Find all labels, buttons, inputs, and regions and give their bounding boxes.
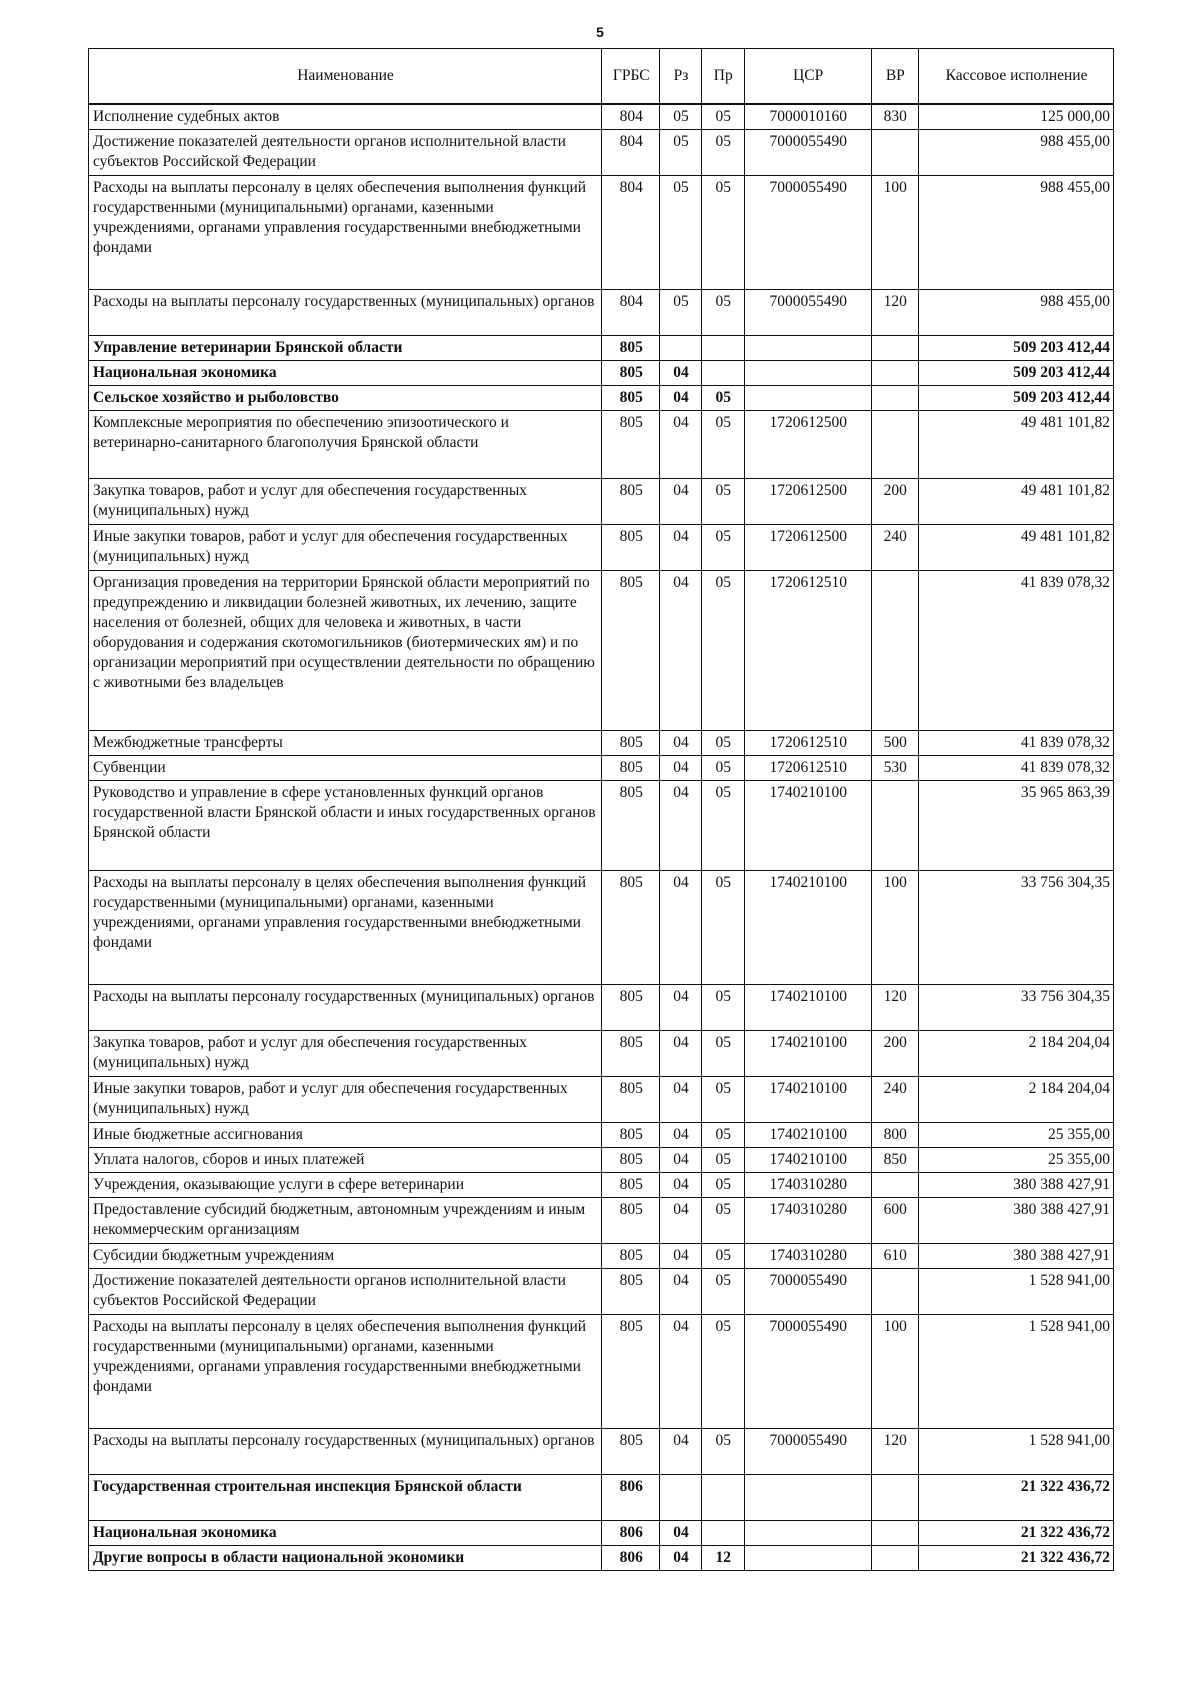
table-row	[89, 176, 1114, 290]
cell-csr: 1740210100	[744, 1031, 871, 1077]
table-row	[89, 1269, 1114, 1315]
cell-pr: 05	[701, 1123, 744, 1148]
table-row	[89, 130, 1114, 176]
cell-csr: 1720612500	[744, 525, 871, 571]
cell-pr: 05	[701, 1031, 744, 1077]
cell-rz: 04	[660, 479, 701, 525]
cell-grbs: 805	[602, 1077, 660, 1123]
cell-vr: 240	[871, 525, 919, 571]
cell-pr: 05	[701, 1429, 744, 1475]
table-body	[89, 104, 1114, 1571]
cell-vr: 610	[871, 1244, 919, 1269]
cell-amount: 41 839 078,32	[919, 756, 1114, 781]
cell-pr: 05	[701, 479, 744, 525]
cell-csr: 1740310280	[744, 1173, 871, 1198]
cell-vr: 800	[871, 1123, 919, 1148]
cell-amount: 509 203 412,44	[919, 386, 1114, 411]
cell-csr: 7000055490	[744, 176, 871, 290]
cell-rz: 04	[660, 571, 701, 731]
table-row	[89, 1244, 1114, 1269]
cell-rz: 04	[660, 1546, 701, 1571]
cell-pr: 05	[701, 756, 744, 781]
cell-grbs: 806	[602, 1521, 660, 1546]
cell-amount: 21 322 436,72	[919, 1475, 1114, 1521]
cell-rz: 04	[660, 756, 701, 781]
cell-pr: 05	[701, 411, 744, 479]
cell-csr	[744, 1475, 871, 1521]
cell-csr: 1720612510	[744, 731, 871, 756]
cell-rz: 04	[660, 1244, 701, 1269]
cell-csr: 7000055490	[744, 1315, 871, 1429]
cell-name: Расходы на выплаты персоналу в целях обеспечения выполнения функций государственными (муниципальными) органами, казенными учреждениями, органами управления государственными внебюджетными фондами	[89, 176, 602, 290]
cell-name: Исполнение судебных актов	[89, 104, 602, 130]
cell-pr: 05	[701, 104, 744, 130]
cell-pr	[701, 1521, 744, 1546]
header-amount: Кассовое исполнение	[919, 49, 1114, 105]
cell-pr	[701, 1475, 744, 1521]
cell-name: Сельское хозяйство и рыболовство	[89, 386, 602, 411]
cell-rz	[660, 336, 701, 361]
budget-execution-table	[88, 48, 1114, 1571]
cell-pr	[701, 336, 744, 361]
cell-grbs: 805	[602, 871, 660, 985]
cell-csr: 7000055490	[744, 290, 871, 336]
cell-vr	[871, 1546, 919, 1571]
cell-csr: 1720612500	[744, 411, 871, 479]
cell-rz: 04	[660, 1077, 701, 1123]
cell-vr	[871, 781, 919, 871]
cell-grbs: 805	[602, 361, 660, 386]
cell-name: Расходы на выплаты персоналу государственных (муниципальных) органов	[89, 290, 602, 336]
cell-pr: 05	[701, 1148, 744, 1173]
table-row	[89, 1198, 1114, 1244]
cell-amount: 125 000,00	[919, 104, 1114, 130]
cell-pr: 05	[701, 386, 744, 411]
cell-vr: 120	[871, 985, 919, 1031]
cell-vr	[871, 571, 919, 731]
cell-amount: 380 388 427,91	[919, 1244, 1114, 1269]
cell-pr: 05	[701, 525, 744, 571]
cell-amount: 988 455,00	[919, 130, 1114, 176]
cell-rz: 04	[660, 1148, 701, 1173]
cell-amount: 380 388 427,91	[919, 1198, 1114, 1244]
cell-name: Руководство и управление в сфере установленных функций органов государственной власти Брянской области и иных государственных органов Брянской области	[89, 781, 602, 871]
cell-vr	[871, 1173, 919, 1198]
cell-grbs: 805	[602, 336, 660, 361]
cell-csr: 1740210100	[744, 985, 871, 1031]
cell-grbs: 806	[602, 1475, 660, 1521]
cell-grbs: 805	[602, 1031, 660, 1077]
cell-name: Субсидии бюджетным учреждениям	[89, 1244, 602, 1269]
cell-grbs: 805	[602, 1123, 660, 1148]
cell-grbs: 805	[602, 781, 660, 871]
cell-pr: 12	[701, 1546, 744, 1571]
cell-rz: 04	[660, 361, 701, 386]
cell-csr: 1740210100	[744, 1077, 871, 1123]
cell-grbs: 805	[602, 411, 660, 479]
cell-csr: 1720612510	[744, 756, 871, 781]
cell-vr: 120	[871, 1429, 919, 1475]
header-pr: Пр	[701, 49, 744, 105]
cell-pr: 05	[701, 1173, 744, 1198]
cell-pr: 05	[701, 130, 744, 176]
cell-grbs: 805	[602, 1173, 660, 1198]
cell-rz: 05	[660, 176, 701, 290]
cell-amount: 33 756 304,35	[919, 985, 1114, 1031]
table-row	[89, 104, 1114, 130]
cell-vr	[871, 336, 919, 361]
cell-amount: 988 455,00	[919, 176, 1114, 290]
cell-name: Расходы на выплаты персоналу в целях обеспечения выполнения функций государственными (муниципальными) органами, казенными учреждениями, органами управления государственными внебюджетными фондами	[89, 871, 602, 985]
cell-pr: 05	[701, 1198, 744, 1244]
cell-amount: 21 322 436,72	[919, 1521, 1114, 1546]
cell-grbs: 805	[602, 1198, 660, 1244]
cell-pr: 05	[701, 871, 744, 985]
cell-grbs: 804	[602, 130, 660, 176]
cell-amount: 25 355,00	[919, 1123, 1114, 1148]
cell-vr: 100	[871, 1315, 919, 1429]
cell-vr	[871, 1521, 919, 1546]
cell-rz: 04	[660, 1429, 701, 1475]
cell-grbs: 805	[602, 1429, 660, 1475]
cell-amount: 1 528 941,00	[919, 1315, 1114, 1429]
cell-csr: 1720612510	[744, 571, 871, 731]
header-grbs: ГРБС	[602, 49, 660, 105]
table-row	[89, 1429, 1114, 1475]
cell-name: Другие вопросы в области национальной экономики	[89, 1546, 602, 1571]
cell-name: Закупка товаров, работ и услуг для обеспечения государственных (муниципальных) нужд	[89, 479, 602, 525]
page-number: 5	[596, 24, 604, 40]
cell-rz: 04	[660, 781, 701, 871]
cell-vr: 100	[871, 871, 919, 985]
cell-amount: 988 455,00	[919, 290, 1114, 336]
cell-vr: 830	[871, 104, 919, 130]
cell-pr: 05	[701, 1315, 744, 1429]
table-row	[89, 361, 1114, 386]
cell-rz: 04	[660, 1198, 701, 1244]
table-row	[89, 525, 1114, 571]
cell-amount: 509 203 412,44	[919, 361, 1114, 386]
cell-vr: 100	[871, 176, 919, 290]
header-row	[89, 49, 1114, 105]
cell-csr: 1740210100	[744, 1123, 871, 1148]
cell-name: Организация проведения на территории Брянской области мероприятий по предупреждению и ликвидации болезней животных, их лечению, защите населения от болезней, общих для человека и животных, в части оборудования и содержания скотомогильников (биотермических ям) и по организации мероприятий при осуществлении деятельности по обращению с животными без владельцев	[89, 571, 602, 731]
cell-grbs: 805	[602, 525, 660, 571]
table-row	[89, 290, 1114, 336]
cell-amount: 49 481 101,82	[919, 411, 1114, 479]
cell-csr: 1740210100	[744, 781, 871, 871]
cell-csr: 1740310280	[744, 1198, 871, 1244]
table-row	[89, 336, 1114, 361]
table-row	[89, 756, 1114, 781]
cell-grbs: 805	[602, 756, 660, 781]
cell-amount: 49 481 101,82	[919, 525, 1114, 571]
cell-pr: 05	[701, 985, 744, 1031]
cell-name: Иные закупки товаров, работ и услуг для обеспечения государственных (муниципальных) нужд	[89, 525, 602, 571]
cell-vr: 120	[871, 290, 919, 336]
table-row	[89, 985, 1114, 1031]
cell-name: Расходы на выплаты персоналу государственных (муниципальных) органов	[89, 985, 602, 1031]
cell-grbs: 805	[602, 386, 660, 411]
cell-name: Иные закупки товаров, работ и услуг для обеспечения государственных (муниципальных) нужд	[89, 1077, 602, 1123]
cell-name: Закупка товаров, работ и услуг для обеспечения государственных (муниципальных) нужд	[89, 1031, 602, 1077]
cell-amount: 21 322 436,72	[919, 1546, 1114, 1571]
cell-vr	[871, 1269, 919, 1315]
cell-amount: 33 756 304,35	[919, 871, 1114, 985]
cell-pr: 05	[701, 1244, 744, 1269]
cell-grbs: 806	[602, 1546, 660, 1571]
cell-rz: 05	[660, 290, 701, 336]
cell-csr	[744, 1546, 871, 1571]
table-row	[89, 1148, 1114, 1173]
cell-grbs: 805	[602, 1148, 660, 1173]
cell-rz: 04	[660, 411, 701, 479]
cell-rz: 04	[660, 1269, 701, 1315]
cell-pr: 05	[701, 1269, 744, 1315]
cell-amount: 25 355,00	[919, 1148, 1114, 1173]
cell-rz: 04	[660, 1315, 701, 1429]
cell-pr: 05	[701, 176, 744, 290]
cell-name: Предоставление субсидий бюджетным, автономным учреждениям и иным некоммерческим организациям	[89, 1198, 602, 1244]
cell-rz: 04	[660, 1173, 701, 1198]
cell-pr	[701, 361, 744, 386]
cell-grbs: 805	[602, 731, 660, 756]
cell-csr	[744, 361, 871, 386]
cell-pr: 05	[701, 290, 744, 336]
table-row	[89, 1077, 1114, 1123]
cell-csr: 1740210100	[744, 1148, 871, 1173]
cell-vr: 240	[871, 1077, 919, 1123]
cell-amount: 41 839 078,32	[919, 571, 1114, 731]
table-row	[89, 1475, 1114, 1521]
cell-rz: 04	[660, 985, 701, 1031]
cell-grbs: 805	[602, 1269, 660, 1315]
cell-vr	[871, 411, 919, 479]
cell-rz	[660, 1475, 701, 1521]
cell-name: Национальная экономика	[89, 1521, 602, 1546]
cell-vr: 850	[871, 1148, 919, 1173]
table-row	[89, 1173, 1114, 1198]
cell-vr	[871, 361, 919, 386]
cell-grbs: 805	[602, 985, 660, 1031]
cell-name: Достижение показателей деятельности органов исполнительной власти субъектов Российской Федерации	[89, 130, 602, 176]
cell-name: Учреждения, оказывающие услуги в сфере ветеринарии	[89, 1173, 602, 1198]
cell-rz: 05	[660, 104, 701, 130]
table-row	[89, 479, 1114, 525]
cell-amount: 41 839 078,32	[919, 731, 1114, 756]
cell-name: Иные бюджетные ассигнования	[89, 1123, 602, 1148]
cell-name: Государственная строительная инспекция Брянской области	[89, 1475, 602, 1521]
cell-csr: 7000010160	[744, 104, 871, 130]
cell-grbs: 805	[602, 1315, 660, 1429]
cell-amount: 1 528 941,00	[919, 1269, 1114, 1315]
table-row	[89, 1315, 1114, 1429]
table-row	[89, 1546, 1114, 1571]
cell-csr: 1720612500	[744, 479, 871, 525]
cell-name: Расходы на выплаты персоналу в целях обеспечения выполнения функций государственными (муниципальными) органами, казенными учреждениями, органами управления государственными внебюджетными фондами	[89, 1315, 602, 1429]
cell-grbs: 805	[602, 479, 660, 525]
cell-csr: 7000055490	[744, 1269, 871, 1315]
table-row	[89, 1031, 1114, 1077]
table-row	[89, 1521, 1114, 1546]
cell-csr	[744, 336, 871, 361]
cell-amount: 49 481 101,82	[919, 479, 1114, 525]
cell-csr: 1740310280	[744, 1244, 871, 1269]
cell-vr	[871, 130, 919, 176]
cell-name: Управление ветеринарии Брянской области	[89, 336, 602, 361]
table-row	[89, 411, 1114, 479]
cell-pr: 05	[701, 1077, 744, 1123]
cell-rz: 05	[660, 130, 701, 176]
cell-amount: 35 965 863,39	[919, 781, 1114, 871]
cell-vr	[871, 1475, 919, 1521]
cell-rz: 04	[660, 1031, 701, 1077]
cell-amount: 380 388 427,91	[919, 1173, 1114, 1198]
header-rz: Рз	[660, 49, 701, 105]
cell-amount: 2 184 204,04	[919, 1031, 1114, 1077]
cell-name: Расходы на выплаты персоналу государственных (муниципальных) органов	[89, 1429, 602, 1475]
cell-amount: 509 203 412,44	[919, 336, 1114, 361]
cell-csr: 7000055490	[744, 1429, 871, 1475]
cell-name: Национальная экономика	[89, 361, 602, 386]
cell-vr: 200	[871, 479, 919, 525]
header-csr: ЦСР	[744, 49, 871, 105]
cell-grbs: 804	[602, 290, 660, 336]
cell-rz: 04	[660, 1521, 701, 1546]
cell-name: Комплексные мероприятия по обеспечению эпизоотического и ветеринарно-санитарного благополучия Брянской области	[89, 411, 602, 479]
cell-grbs: 805	[602, 1244, 660, 1269]
header-name: Наименование	[89, 49, 602, 105]
table-row	[89, 1123, 1114, 1148]
cell-name: Уплата налогов, сборов и иных платежей	[89, 1148, 602, 1173]
table-row	[89, 386, 1114, 411]
table-row	[89, 571, 1114, 731]
cell-pr: 05	[701, 731, 744, 756]
cell-grbs: 804	[602, 176, 660, 290]
cell-vr	[871, 386, 919, 411]
cell-rz: 04	[660, 731, 701, 756]
cell-rz: 04	[660, 1123, 701, 1148]
table-row	[89, 871, 1114, 985]
cell-name: Межбюджетные трансферты	[89, 731, 602, 756]
cell-vr: 500	[871, 731, 919, 756]
cell-grbs: 805	[602, 571, 660, 731]
cell-vr: 200	[871, 1031, 919, 1077]
cell-name: Достижение показателей деятельности органов исполнительной власти субъектов Российской Федерации	[89, 1269, 602, 1315]
cell-rz: 04	[660, 525, 701, 571]
cell-vr: 600	[871, 1198, 919, 1244]
cell-csr: 7000055490	[744, 130, 871, 176]
cell-rz: 04	[660, 871, 701, 985]
cell-grbs: 804	[602, 104, 660, 130]
cell-csr	[744, 386, 871, 411]
table-row	[89, 731, 1114, 756]
table-row	[89, 781, 1114, 871]
cell-pr: 05	[701, 571, 744, 731]
cell-amount: 1 528 941,00	[919, 1429, 1114, 1475]
cell-rz: 04	[660, 386, 701, 411]
cell-vr: 530	[871, 756, 919, 781]
cell-csr	[744, 1521, 871, 1546]
cell-amount: 2 184 204,04	[919, 1077, 1114, 1123]
header-vr: ВР	[871, 49, 919, 105]
cell-pr: 05	[701, 781, 744, 871]
cell-csr: 1740210100	[744, 871, 871, 985]
table-header	[89, 49, 1114, 105]
cell-name: Субвенции	[89, 756, 602, 781]
